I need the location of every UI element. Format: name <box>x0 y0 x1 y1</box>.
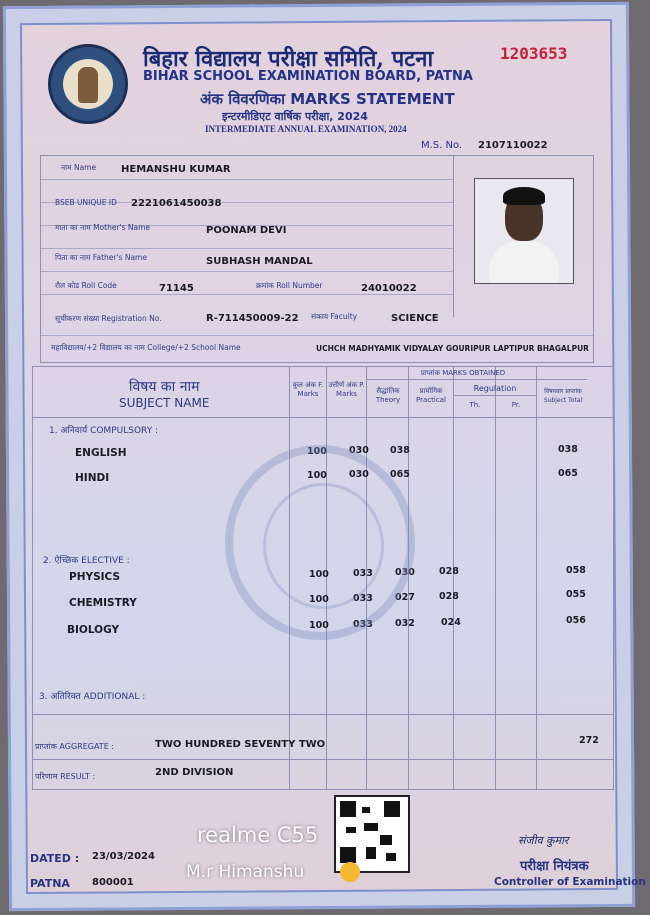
subject-total: 065 <box>558 468 578 479</box>
subject-total: 058 <box>566 565 586 576</box>
student-photo <box>474 178 574 284</box>
theory-header: सैद्धांतिक Theory <box>375 387 401 404</box>
subject-header-hindi: विषय का नाम <box>128 379 200 395</box>
result-value: 2ND DIVISION <box>155 767 234 778</box>
aggregate-value: 272 <box>579 735 599 746</box>
smiley-emoji-icon <box>340 862 360 882</box>
controller-title-hindi: परीक्षा नियंत्रक <box>520 859 589 874</box>
additional-section-label: 3. अतिरिक्त ADDITIONAL : <box>39 692 146 702</box>
elective-section-label: 2. ऐच्छिक ELECTIVE : <box>43 556 130 566</box>
subject-name: PHYSICS <box>69 571 121 583</box>
pass-marks: 033 <box>353 593 373 604</box>
subject-total: 038 <box>558 444 578 455</box>
full-marks: 100 <box>307 446 327 457</box>
practical-marks: 028 <box>439 591 459 602</box>
roll-number-value: 24010022 <box>361 283 417 294</box>
regulation-header: Regulation <box>473 384 517 393</box>
aggregate-label: प्राप्तांक AGGREGATE : <box>35 742 114 751</box>
full-marks: 100 <box>307 470 327 481</box>
subject-name: ENGLISH <box>75 447 127 459</box>
marks-obtained-header: प्राप्तांक MARKS OBTAINED <box>420 369 506 377</box>
college-label: महाविद्यालय/+2 विद्यालय का नाम College/+2 School Name <box>51 343 241 352</box>
theory-marks: 027 <box>395 592 415 603</box>
subject-total: 056 <box>566 615 586 626</box>
pass-marks: 033 <box>353 568 373 579</box>
place-code: 800001 <box>92 877 134 888</box>
college-name: UCHCH MADHYAMIK VIDYALAY GOURIPUR LAPTIPUR BHAGALPUR <box>316 344 589 353</box>
theory-marks: 038 <box>390 445 410 456</box>
pass-marks: 030 <box>349 469 369 480</box>
roll-code-label: रौल कोड Roll Code <box>55 281 117 290</box>
board-seal-watermark <box>225 445 415 640</box>
subject-header-english: SUBJECT NAME <box>119 396 210 410</box>
practical-marks: 028 <box>439 566 459 577</box>
theory-marks: 032 <box>395 618 415 629</box>
dated-value: 23/03/2024 <box>92 851 155 862</box>
place-label: PATNA <box>30 877 70 890</box>
pass-marks: 033 <box>353 619 373 630</box>
full-marks-header: कुल अंक F. Marks <box>292 381 324 398</box>
practical-header: प्रायोगिक Practical <box>416 387 446 404</box>
exam-title-hindi: इन्टरमीडिएट वार्षिक परीक्षा, 2024 <box>222 110 368 123</box>
mother-name: POONAM DEVI <box>206 225 287 236</box>
faculty-value: SCIENCE <box>391 313 439 324</box>
aggregate-words: TWO HUNDRED SEVENTY TWO <box>155 739 326 750</box>
subject-header <box>119 377 209 410</box>
regulation-practical-header: Pr. <box>511 401 521 409</box>
qr-code <box>334 795 410 873</box>
subject-total: 055 <box>566 589 586 600</box>
theory-marks: 065 <box>390 469 410 480</box>
board-emblem-icon <box>48 44 128 124</box>
controller-signature: संजीव कुमार <box>518 834 569 847</box>
board-title-hindi: बिहार विद्यालय परीक्षा समिति, पटना <box>143 46 434 72</box>
dated-label: DATED : <box>30 852 80 865</box>
subject-name: HINDI <box>75 472 110 484</box>
father-label: पिता का नाम Father's Name <box>55 253 147 262</box>
full-marks: 100 <box>309 594 329 605</box>
controller-title-english: Controller of Examination <box>494 876 646 888</box>
practical-marks: 024 <box>441 617 461 628</box>
father-name: SUBHASH MANDAL <box>206 256 313 267</box>
subject-total-header: विषयवार प्राप्तांक Subject Total <box>543 388 583 404</box>
regulation-theory-header: Th. <box>469 401 481 409</box>
theory-marks: 030 <box>395 567 415 578</box>
pass-marks-header: उत्तीर्ण अंक P. Marks <box>328 381 365 398</box>
result-label: परिणाम RESULT : <box>35 772 96 781</box>
name-label: नाम Name <box>61 163 97 172</box>
registration-label: सूचीकरण संख्या Registration No. <box>55 314 162 323</box>
roll-code-value: 71145 <box>159 283 194 294</box>
full-marks: 100 <box>309 620 329 631</box>
marks-statement-title: अंक विवरणिका MARKS STATEMENT <box>200 90 455 108</box>
pass-marks: 030 <box>349 445 369 456</box>
registration-value: R-711450009-22 <box>206 313 299 324</box>
ms-no-value: 2107110022 <box>478 140 548 151</box>
camera-watermark-user: M.r Himanshu <box>186 862 305 882</box>
full-marks: 100 <box>309 569 329 580</box>
uid-value: 2221061450038 <box>131 198 222 209</box>
exam-title-english: INTERMEDIATE ANNUAL EXAMINATION, 2024 <box>205 124 407 134</box>
mother-label: माता का नाम Mother's Name <box>55 223 151 232</box>
student-name: HEMANSHU KUMAR <box>121 164 231 175</box>
roll-number-label: क्रमांक Roll Number <box>256 281 323 290</box>
uid-label: BSEB UNIQUE ID <box>55 198 117 207</box>
faculty-label: संकाय Faculty <box>311 312 358 321</box>
compulsory-section-label: 1. अनिवार्य COMPULSORY : <box>49 426 159 436</box>
board-title-english: BIHAR SCHOOL EXAMINATION BOARD, PATNA <box>143 69 473 84</box>
subject-name: BIOLOGY <box>67 624 120 636</box>
camera-watermark-device: realme C55 <box>197 823 319 847</box>
serial-number: 1203653 <box>500 44 568 63</box>
ms-no-label: M.S. No. <box>421 140 463 151</box>
subject-name: CHEMISTRY <box>69 597 137 609</box>
